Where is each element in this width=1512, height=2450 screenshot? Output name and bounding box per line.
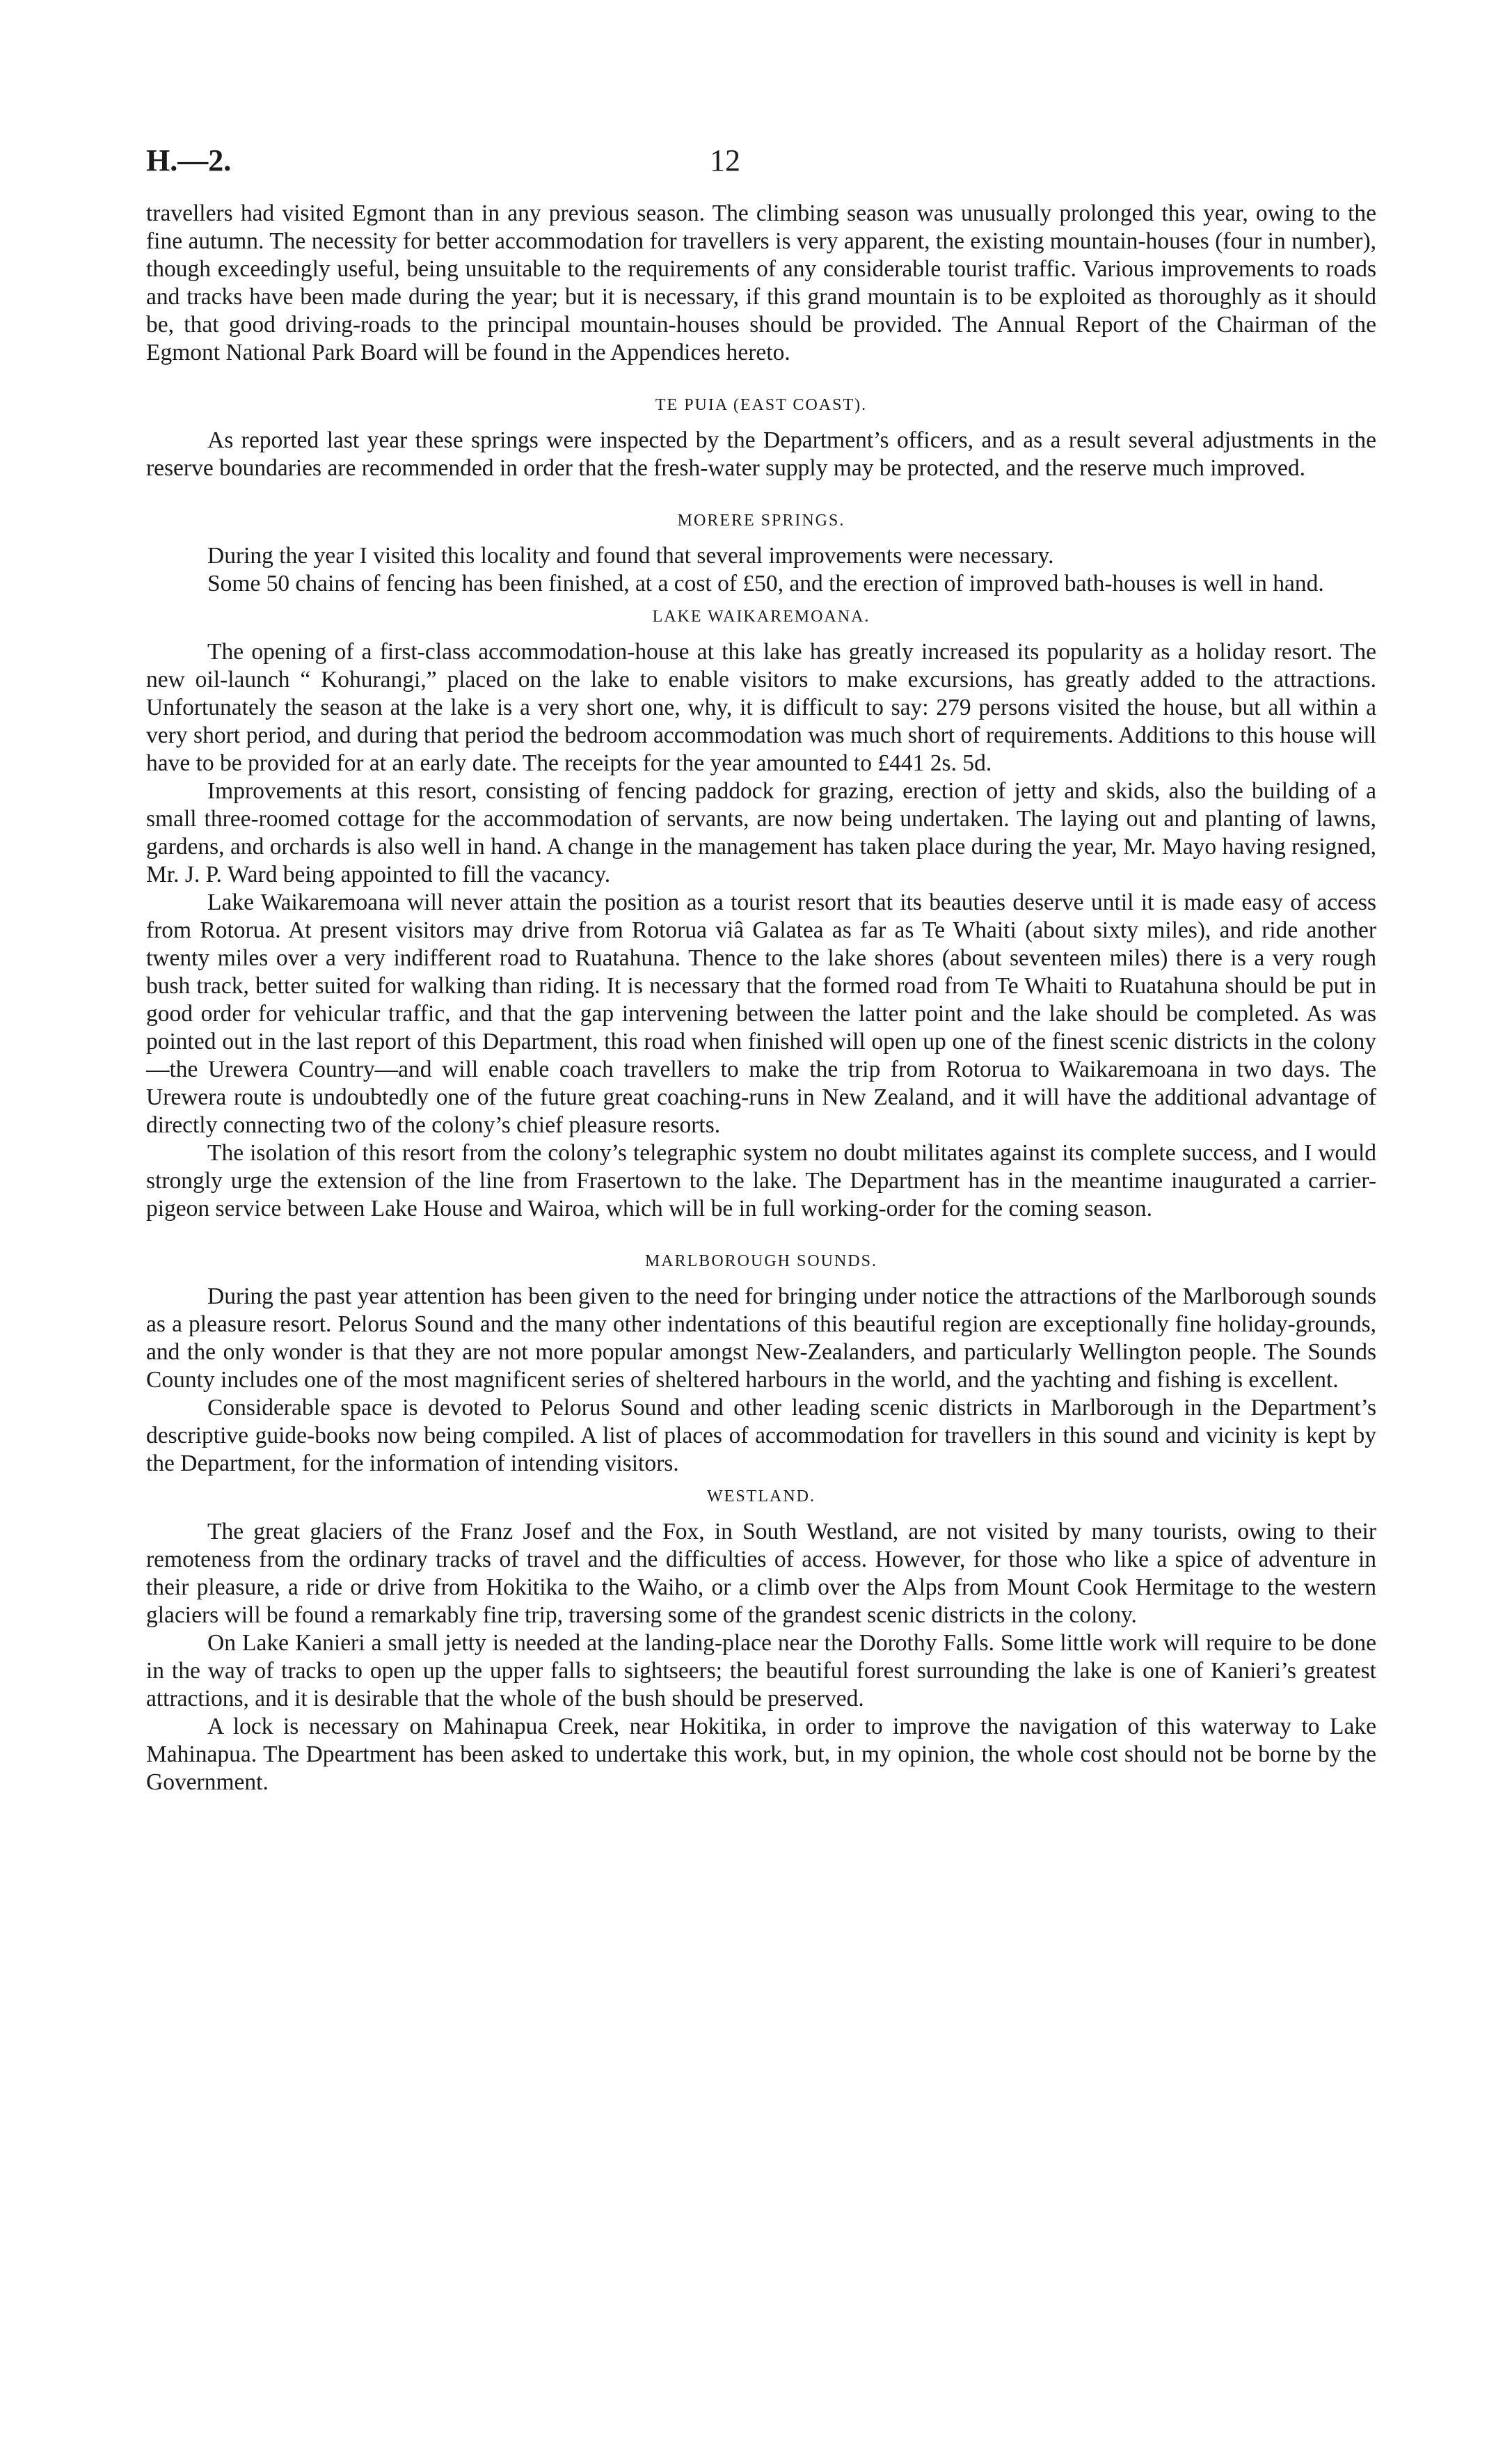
body-paragraph: As reported last year these springs were inspected by the Department’s officers, and as a result several adjustments in the reserve boundaries are recommended in order that the fresh-water supply may be protected, and the reserve much improved. (146, 427, 1376, 481)
section-heading-lake-waikaremoana: LAKE WAIKAREMOANA. (652, 608, 870, 626)
body-paragraph: The opening of a first-class accommodation-house at this lake has greatly increased its popularity as a holiday resort. The new oil-launch “ Kohurangi,” placed on the lake to enable visitors to make excursions, has greatly added to the attractions. Unfortunately the season at the lake is a very short one, why, it is difficult to say: 279 persons visited the house, but all within a very short period, and during that period the bedroom accommodation was much short of requirements. Additions to this house will have to be provided for at an early date. The receipts for the year amounted to £441 2s. 5d. (146, 639, 1376, 776)
body-paragraph: Improvements at this resort, consisting of fencing paddock for grazing, erection of jetty and skids, also the building of a small three-roomed cottage for the accommodation of servants, are now being undertaken. The laying out and planting of lawns, gardens, and orchards is also well in hand. A change in the management has taken place during the year, Mr. Mayo having resigned, Mr. J. P. Ward being appointed to fill the vacancy. (146, 778, 1376, 887)
document-reference: H.—2. (146, 143, 232, 177)
body-paragraph: Lake Waikaremoana will never attain the position as a tourist resort that its beauties deserve until it is made easy of access from Rotorua. At present visitors may drive from Rotorua viâ Galatea as far as Te Whaiti (about sixty miles), and ride another twenty miles over a very indifferent road to Ruatahuna. Thence to the lake shores (about seventeen miles) there is a very rough bush track, better suited for walking than riding. It is necessary that the formed road from Te Whaiti to Ruatahuna should be put in good order for vehicular traffic, and that the gap intervening between the latter point and the lake should be completed. As was pointed out in the last report of this Department, this road when finished will open up one of the finest scenic districts in the colony—the Urewera Country—and will enable coach travellers to make the trip from Rotorua to Waikaremoana in two days. The Urewera route is undoubtedly one of the future great coaching-runs in New Zealand, and it will have the additional advantage of directly connecting two of the colony’s chief pleasure resorts. (146, 890, 1376, 1138)
body-paragraph: On Lake Kanieri a small jetty is needed at the landing-place near the Dorothy Falls. Some little work will require to be done in the way of tracks to open up the upper falls to sightseers; the beautiful forest surrounding the lake is one of Kanieri’s greatest attractions, and it is desirable that the whole of the bush should be preserved. (146, 1630, 1376, 1712)
section-heading-morere-springs: MORERE SPRINGS. (677, 512, 845, 530)
body-paragraph: travellers had visited Egmont than in any previous season. The climbing season was unusually prolonged this year, owing to the fine autumn. The necessity for better accommodation for travellers is very apparent, the existing mountain-houses (four in number), though exceedingly useful, being unsuitable to the requirements of any considerable tourist traffic. Various improvements to roads and tracks have been made during the year; but it is necessary, if this grand mountain is to be exploited as thoroughly as it should be, that good driving-roads to the principal mountain-houses should be provided. The Annual Report of the Chairman of the Egmont National Park Board will be found in the Appendices hereto. (146, 200, 1376, 365)
body-paragraph: The isolation of this resort from the colony’s telegraphic system no doubt militates against its complete success, and I would strongly urge the extension of the line from Frasertown to the lake. The Department has in the meantime inaugurated a carrier-pigeon service between Lake House and Wairoa, which will be in full working-order for the coming season. (146, 1140, 1376, 1222)
section-heading-westland: WESTLAND. (707, 1487, 815, 1505)
body-paragraph: Some 50 chains of fencing has been finished, at a cost of £50, and the erection of improved bath-houses is well in hand. (207, 571, 1324, 596)
body-paragraph: During the past year attention has been given to the need for bringing under notice the attractions of the Marlborough sounds as a pleasure resort. Pelorus Sound and the many other indentations of this beautiful region are exceptionally fine holiday-grounds, and the only wonder is that they are not more popular amongst New-Zealanders, and particularly Wellington people. The Sounds County includes one of the most magnificent series of sheltered harbours in the world, and the yachting and fishing is excellent. (146, 1283, 1376, 1393)
body-paragraph: A lock is necessary on Mahinapua Creek, near Hokitika, in order to improve the navigation of this waterway to Lake Mahinapua. The Dpeartment has been asked to undertake this work, but, in my opinion, the whole cost should not be borne by the Government. (146, 1714, 1376, 1795)
document-body (146, 200, 1376, 1796)
section-heading-te-puia: TE PUIA (EAST COAST). (655, 396, 868, 414)
document-page (146, 143, 1376, 1796)
running-header (146, 143, 1376, 191)
body-paragraph: During the year I visited this locality and found that several improvements were necessary. (207, 543, 1054, 569)
body-paragraph: Considerable space is devoted to Pelorus Sound and other leading scenic districts in Marlborough in the Department’s descriptive guide-books now being compiled. A list of places of accommodation for travellers in this sound and vicinity is kept by the Department, for the information of intending visitors. (146, 1395, 1376, 1476)
page-number: 12 (710, 143, 740, 177)
section-heading-marlborough-sounds: MARLBOROUGH SOUNDS. (644, 1252, 878, 1270)
body-paragraph: The great glaciers of the Franz Josef and the Fox, in South Westland, are not visited by many tourists, owing to their remoteness from the ordinary tracks of travel and the difficulties of access. However, for those who like a spice of adventure in their pleasure, a ride or drive from Hokitika to the Waiho, or a climb over the Alps from Mount Cook Hermitage to the western glaciers will be found a remarkably fine trip, traversing some of the grandest scenic districts in the colony. (146, 1519, 1376, 1628)
